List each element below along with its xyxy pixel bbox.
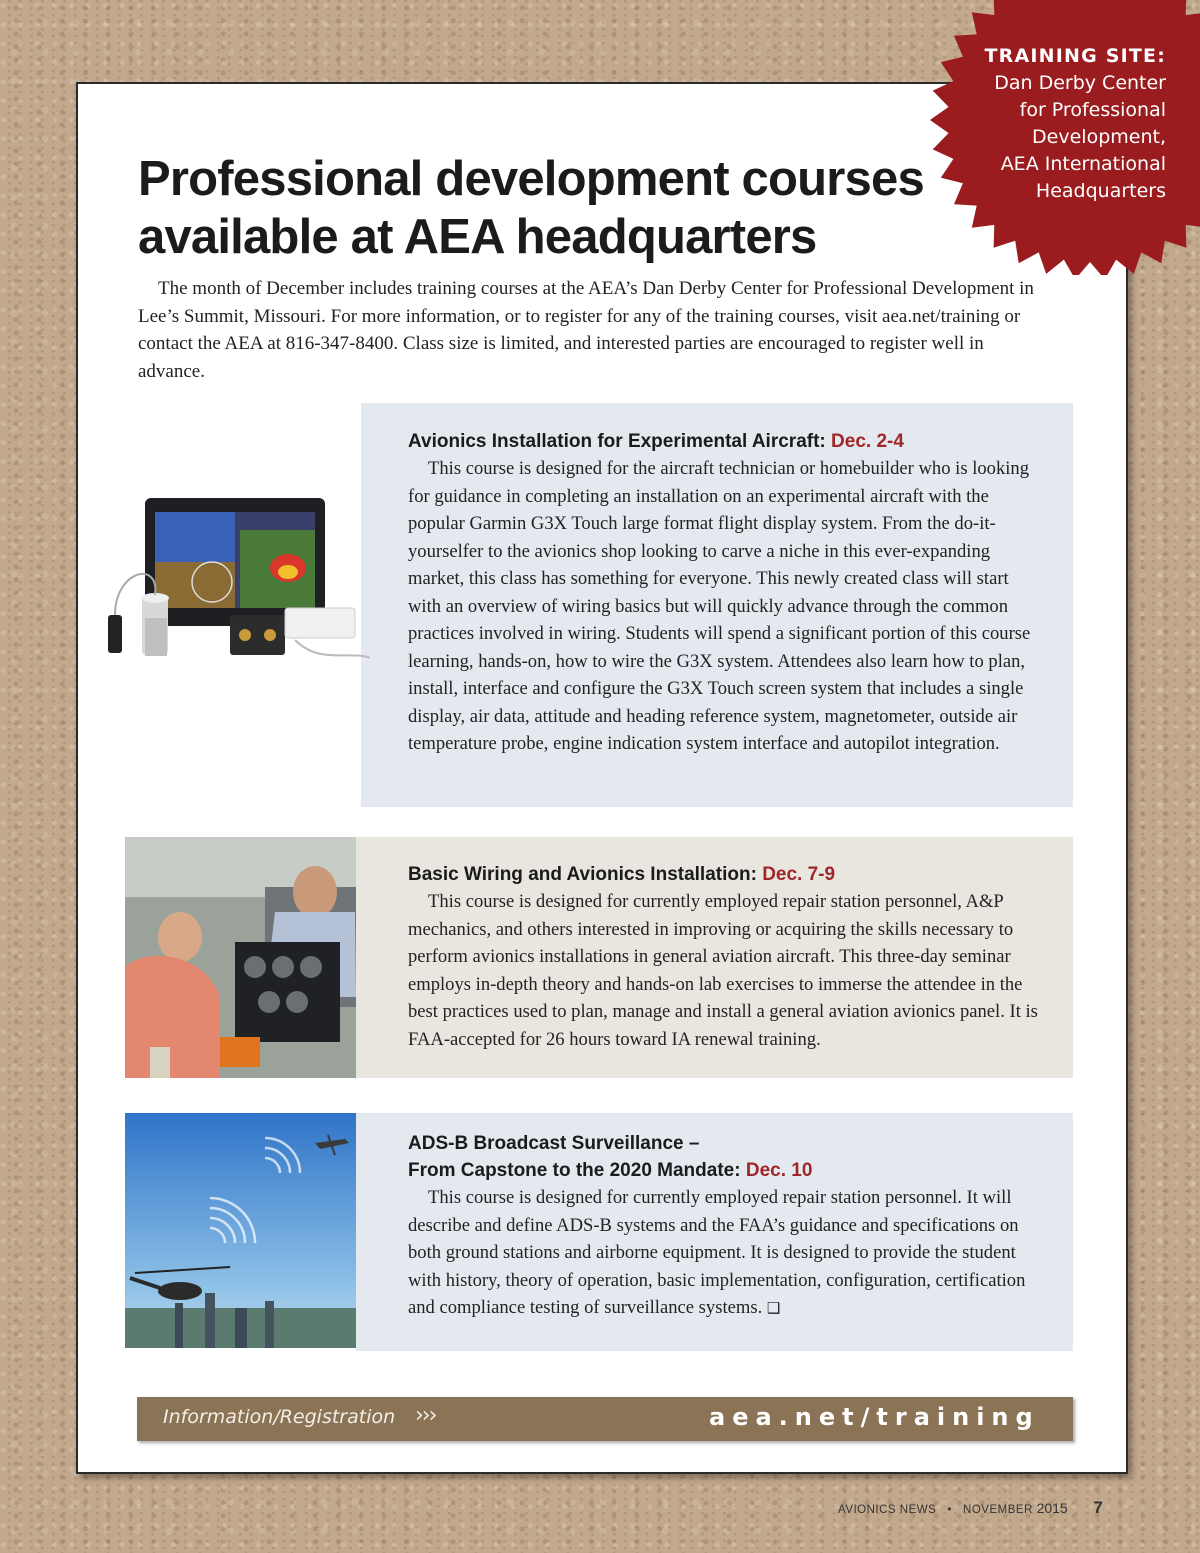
training-url-link[interactable]: aea.net/training	[709, 1403, 1040, 1431]
page-number: 7	[1093, 1498, 1103, 1517]
adsb-illustration	[125, 1113, 356, 1348]
wiring-class-photo	[125, 837, 356, 1078]
issue-year: 2015	[1036, 1500, 1068, 1516]
seal-line: Headquarters	[1035, 180, 1166, 202]
course-1-name: Avionics Installation for Experimental Aircraft:	[408, 431, 826, 452]
folio-separator: •	[947, 1504, 952, 1516]
seal-line: Development,	[1032, 126, 1166, 148]
page-folio	[838, 1498, 1103, 1518]
course-3-body: This course is designed for currently employed repair station personnel. It will describe and define ADS-B systems and the FAA’s guidance and specifications on both ground stations and airborne equipment. It is designed to provide the student with history, theory of operation, basic implementation, configuration, certification and compliance testing of surveillance systems.	[408, 1187, 1026, 1318]
course-2-name: Basic Wiring and Avionics Installation:	[408, 864, 757, 885]
course-1-date: Dec. 2-4	[831, 431, 904, 452]
title-line-2: available at AEA headquarters	[138, 210, 817, 264]
seal-line: Dan Derby Center	[994, 72, 1166, 94]
intro-paragraph: The month of December includes training courses at the AEA’s Dan Derby Center for Professional Development in Lee’s Summit, Missouri. For more information, or to register for any of the training courses, visit aea.net/training or contact the AEA at 816-347-8400. Class size is limited, and interested parties are encouraged to register well in advance.	[138, 278, 1034, 382]
course-2-description: This course is designed for currently employed repair station personnel, A&P mechanics, and others interested in improving or acquiring the skills necessary to perform avionics installations in general aviation aircraft. This three-day seminar employs in-depth theory and hands-on lab exercises to immerse the attendee in the best practices used to plan, manage and install a general aviation avionics panel. It is FAA-accepted for 26 hours toward IA renewal training.	[408, 891, 1038, 1050]
course-2-title	[408, 861, 1040, 888]
course-3-description	[408, 1184, 1040, 1323]
issue-month: NOVEMBER	[963, 1504, 1033, 1516]
course-1-text	[408, 428, 1040, 758]
registration-label: Information/Registration	[163, 1406, 396, 1428]
course-2-date: Dec. 7-9	[762, 864, 836, 885]
page-title	[138, 150, 938, 266]
chevrons-right-icon: ›››	[415, 1403, 436, 1428]
end-mark-icon: ❑	[766, 1299, 781, 1317]
course-3-title	[408, 1157, 1040, 1184]
registration-bar[interactable]	[137, 1397, 1073, 1441]
course-2-text	[408, 861, 1040, 1053]
magazine-name: AVIONICS NEWS	[838, 1504, 937, 1516]
g3x-product-photo	[100, 490, 375, 675]
course-1-description: This course is designed for the aircraft technician or homebuilder who is looking for guidance in completing an installation on an experimental aircraft with the popular Garmin G3X Touch large format flight display system. From the do-it-yourselfer to the avionics shop looking to carve a niche in this ever-expanding market, this class has something for everyone. This newly created class will start with an overview of wiring basics but will quickly advance through the common practices involved in wiring. Students will spend a significant portion of this course learning, hands-on, how to wire the G3X system. Attendees also learn how to plan, install, interface and configure the G3X Touch screen system that includes a single display, air data, attitude and heading reference system, magnetometer, outside air temperature probe, engine indication system interface and autopilot integration.	[408, 458, 1031, 754]
seal-text	[926, 42, 1166, 205]
course-3-name: From Capstone to the 2020 Mandate:	[408, 1160, 741, 1181]
course-3-text	[408, 1130, 1040, 1323]
course-3-date: Dec. 10	[745, 1160, 813, 1181]
course-3-title-line-1: ADS-B Broadcast Surveillance –	[408, 1133, 700, 1154]
course-1-title	[408, 428, 1040, 455]
title-line-1: Professional development courses	[138, 152, 924, 206]
seal-title: TRAINING SITE:	[984, 45, 1166, 67]
seal-line: for Professional	[1019, 99, 1166, 121]
seal-line: AEA International	[1000, 153, 1166, 175]
